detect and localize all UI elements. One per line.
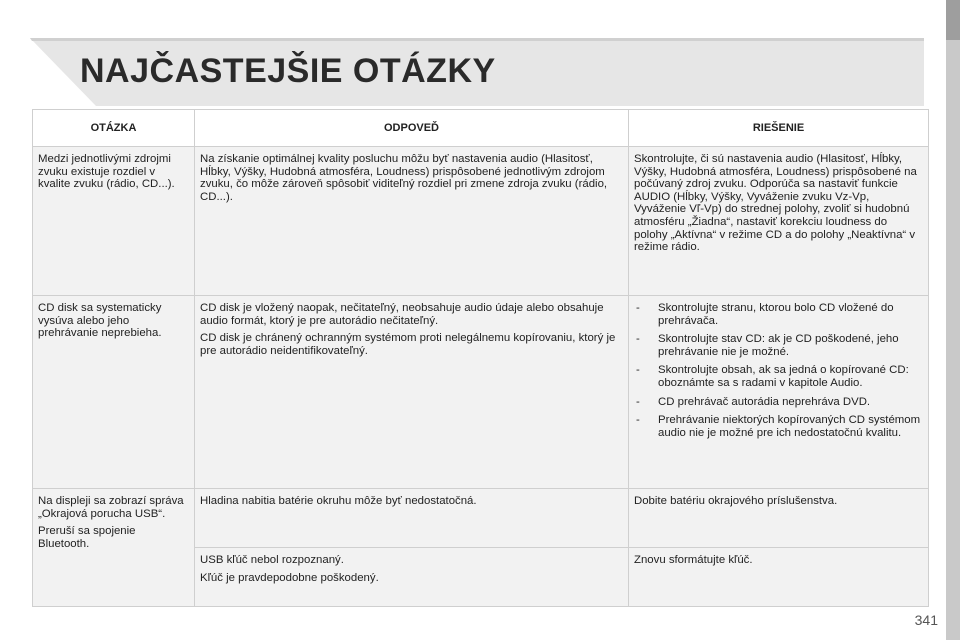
question-cell: CD disk sa systematicky vysúva alebo jeho prehrávanie neprebieha. [33,296,195,489]
solution-cell: Dobite batériu okrajového príslušenstva. [629,489,929,548]
list-item: - Skontrolujte stranu, ktorou bolo CD vložené do prehrávača. [634,302,923,327]
answer-cell [195,296,629,489]
question-paragraph: Preruší sa spojenie Bluetooth. [38,525,136,550]
faq-table [32,109,929,607]
answer-cell [195,548,629,607]
answer-cell: Na získanie optimálnej kvality posluchu môžu byť nastavenia audio (Hlasitosť, Hĺbky, Výšky, Hudobná atmosféra, Loudness) prispôsobené jednotlivým zdrojom zvuku, čo môže zároveň spôsobiť viditeľný rozdiel pri zmene zdroja zvuku (rádio, CD...). [195,147,629,296]
answer-paragraph: Kľúč je pravdepodobne poškodený. [200,571,379,584]
header-answer: ODPOVEĎ [195,110,629,147]
solution-cell [629,296,929,489]
side-bar-notch [946,0,960,40]
table-row [33,489,929,548]
page-number: 341 [914,612,938,628]
question-paragraph: Na displeji sa zobrazí správa „Okrajová porucha USB“. [38,495,184,520]
solution-cell: Skontrolujte, či sú nastavenia audio (Hlasitosť, Hĺbky, Výšky, Hudobná atmosféra, Loudness) prispôsobené na počúvaný zdroj zvuku. Odporúča sa nastaviť funkcie AUDIO (Hĺbky, Výšky, Vyváženie zvuku Vz-Vp, Vyváženie Vľ-Vp) do strednej polohy, zvoliť si hudobnú atmosféru „Žiadna“, nastaviť korekciu loudness do polohy „Aktívna“ v režime CD a do polohy „Neaktívna“ v režime rádio. [629,147,929,296]
question-cell: Medzi jednotlivými zdrojmi zvuku existuje rozdiel v kvalite zvuku (rádio, CD...). [33,147,195,296]
page-title: NAJČASTEJŠIE OTÁZKY [80,52,496,90]
list-item: - CD prehrávač autorádia neprehráva DVD. [634,396,923,409]
answer-paragraph: CD disk je chránený ochranným systémom proti nelegálnemu kopírovaniu, ktorý je pre autorádio neidentifikovateľný. [200,332,616,357]
list-item: - Prehrávanie niektorých kopírovaných CD systémom audio nie je možné pre ich nedostatočnú kvalitu. [634,414,923,439]
table-header-row [33,110,929,147]
table-row [33,296,929,489]
side-bar [946,0,960,640]
question-cell [33,489,195,607]
solution-list [634,302,923,439]
table-row [33,147,929,296]
list-item: - Skontrolujte stav CD: ak je CD poškodené, jeho prehrávanie nie je možné. [634,333,923,358]
header-question: OTÁZKA [33,110,195,147]
header-solution: RIEŠENIE [629,110,929,147]
solution-cell: Znovu sformátujte kľúč. [629,548,929,607]
answer-paragraph: USB kľúč nebol rozpoznaný. [200,554,344,566]
list-item: - Skontrolujte obsah, ak sa jedná o kopírované CD: oboznámte sa s radami v kapitole Audio. [634,364,923,389]
answer-paragraph: CD disk je vložený naopak, nečitateľný, neobsahuje audio údaje alebo obsahuje audio formát, ktorý je pre autorádio nečitateľný. [200,302,604,327]
answer-cell: Hladina nabitia batérie okruhu môže byť nedostatočná. [195,489,629,548]
